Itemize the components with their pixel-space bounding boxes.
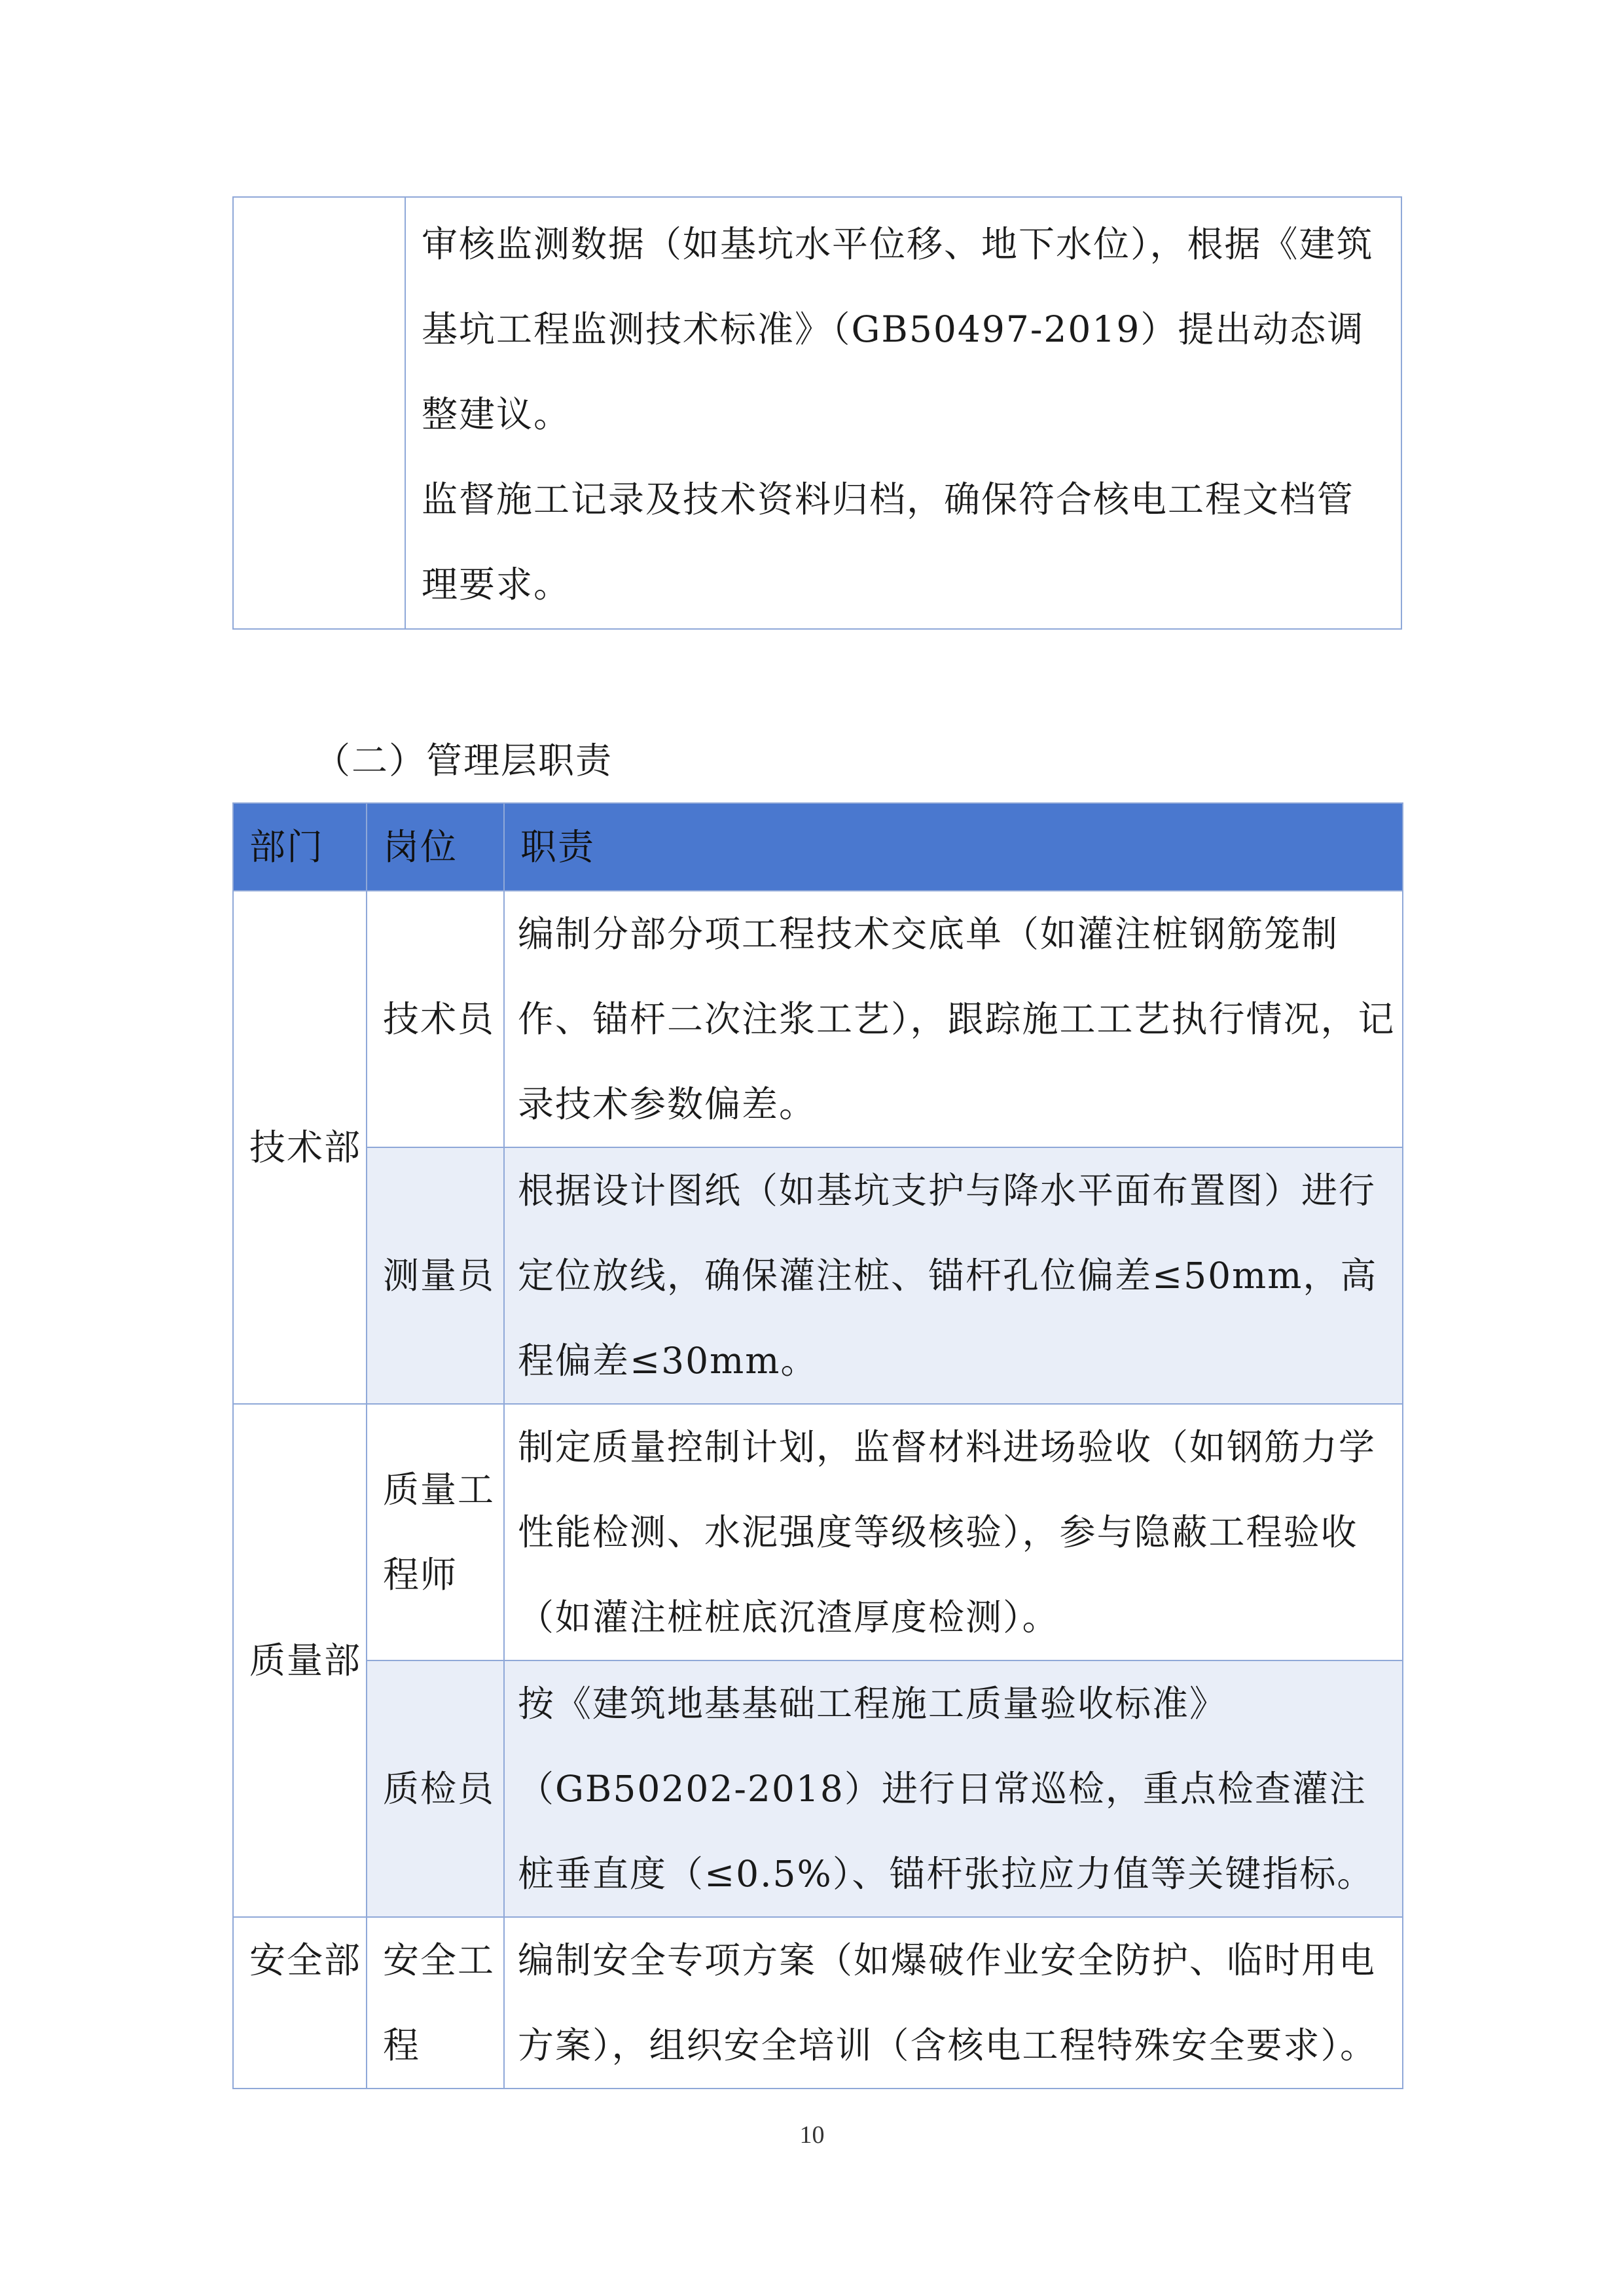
header-department: 部门 [233, 803, 367, 891]
duty-cell: 按《建筑地基基础工程施工质量验收标准》（GB50202-2018）进行日常巡检，重点检查灌注桩垂直度（≤0.5%）、锚杆张拉应力值等关键指标。 [504, 1660, 1403, 1917]
duty-paragraph: 监督施工记录及技术资料归档，确保符合核电工程文档管理要求。 [422, 478, 1355, 605]
table-header-row [233, 803, 1403, 891]
duty-cell: 根据设计图纸（如基坑支护与降水平面布置图）进行定位放线，确保灌注桩、锚杆孔位偏差≤50mm，高程偏差≤30mm。 [504, 1147, 1403, 1404]
section-heading: （二）管理层职责 [314, 740, 613, 781]
position-cell: 安全工程 [367, 1917, 504, 2089]
continuation-duty-cell [422, 202, 1390, 627]
duty-cell: 编制分部分项工程技术交底单（如灌注桩钢筋笼制作、锚杆二次注浆工艺），跟踪施工工艺执行情况，记录技术参数偏差。 [504, 891, 1403, 1147]
continuation-table [232, 196, 1402, 630]
table-row [233, 891, 1403, 1147]
table-row [233, 1147, 1403, 1404]
position-cell: 技术员 [367, 891, 504, 1147]
header-duty: 职责 [504, 803, 1403, 891]
position-cell: 质检员 [367, 1660, 504, 1917]
department-cell: 技术部 [233, 891, 367, 1404]
management-table [232, 802, 1403, 2089]
duty-cell: 制定质量控制计划，监督材料进场验收（如钢筋力学性能检测、水泥强度等级核验），参与隐蔽工程验收（如灌注桩桩底沉渣厚度检测）。 [504, 1404, 1403, 1660]
header-position: 岗位 [367, 803, 504, 891]
position-cell: 质量工程师 [367, 1404, 504, 1660]
department-cell: 安全部 [233, 1917, 367, 2089]
continuation-left-cell [234, 198, 406, 628]
page-number: 10 [799, 2121, 825, 2149]
table-row [233, 1660, 1403, 1917]
table-row [233, 1404, 1403, 1660]
duty-cell: 编制安全专项方案（如爆破作业安全防护、临时用电方案），组织安全培训（含核电工程特殊安全要求）。 [504, 1917, 1403, 2089]
department-cell: 质量部 [233, 1404, 367, 1917]
position-cell: 测量员 [367, 1147, 504, 1404]
duty-paragraph: 审核监测数据（如基坑水平位移、地下水位），根据《建筑基坑工程监测技术标准》（GB50497-2019）提出动态调整建议。 [422, 223, 1374, 435]
table-row [233, 1917, 1403, 2089]
